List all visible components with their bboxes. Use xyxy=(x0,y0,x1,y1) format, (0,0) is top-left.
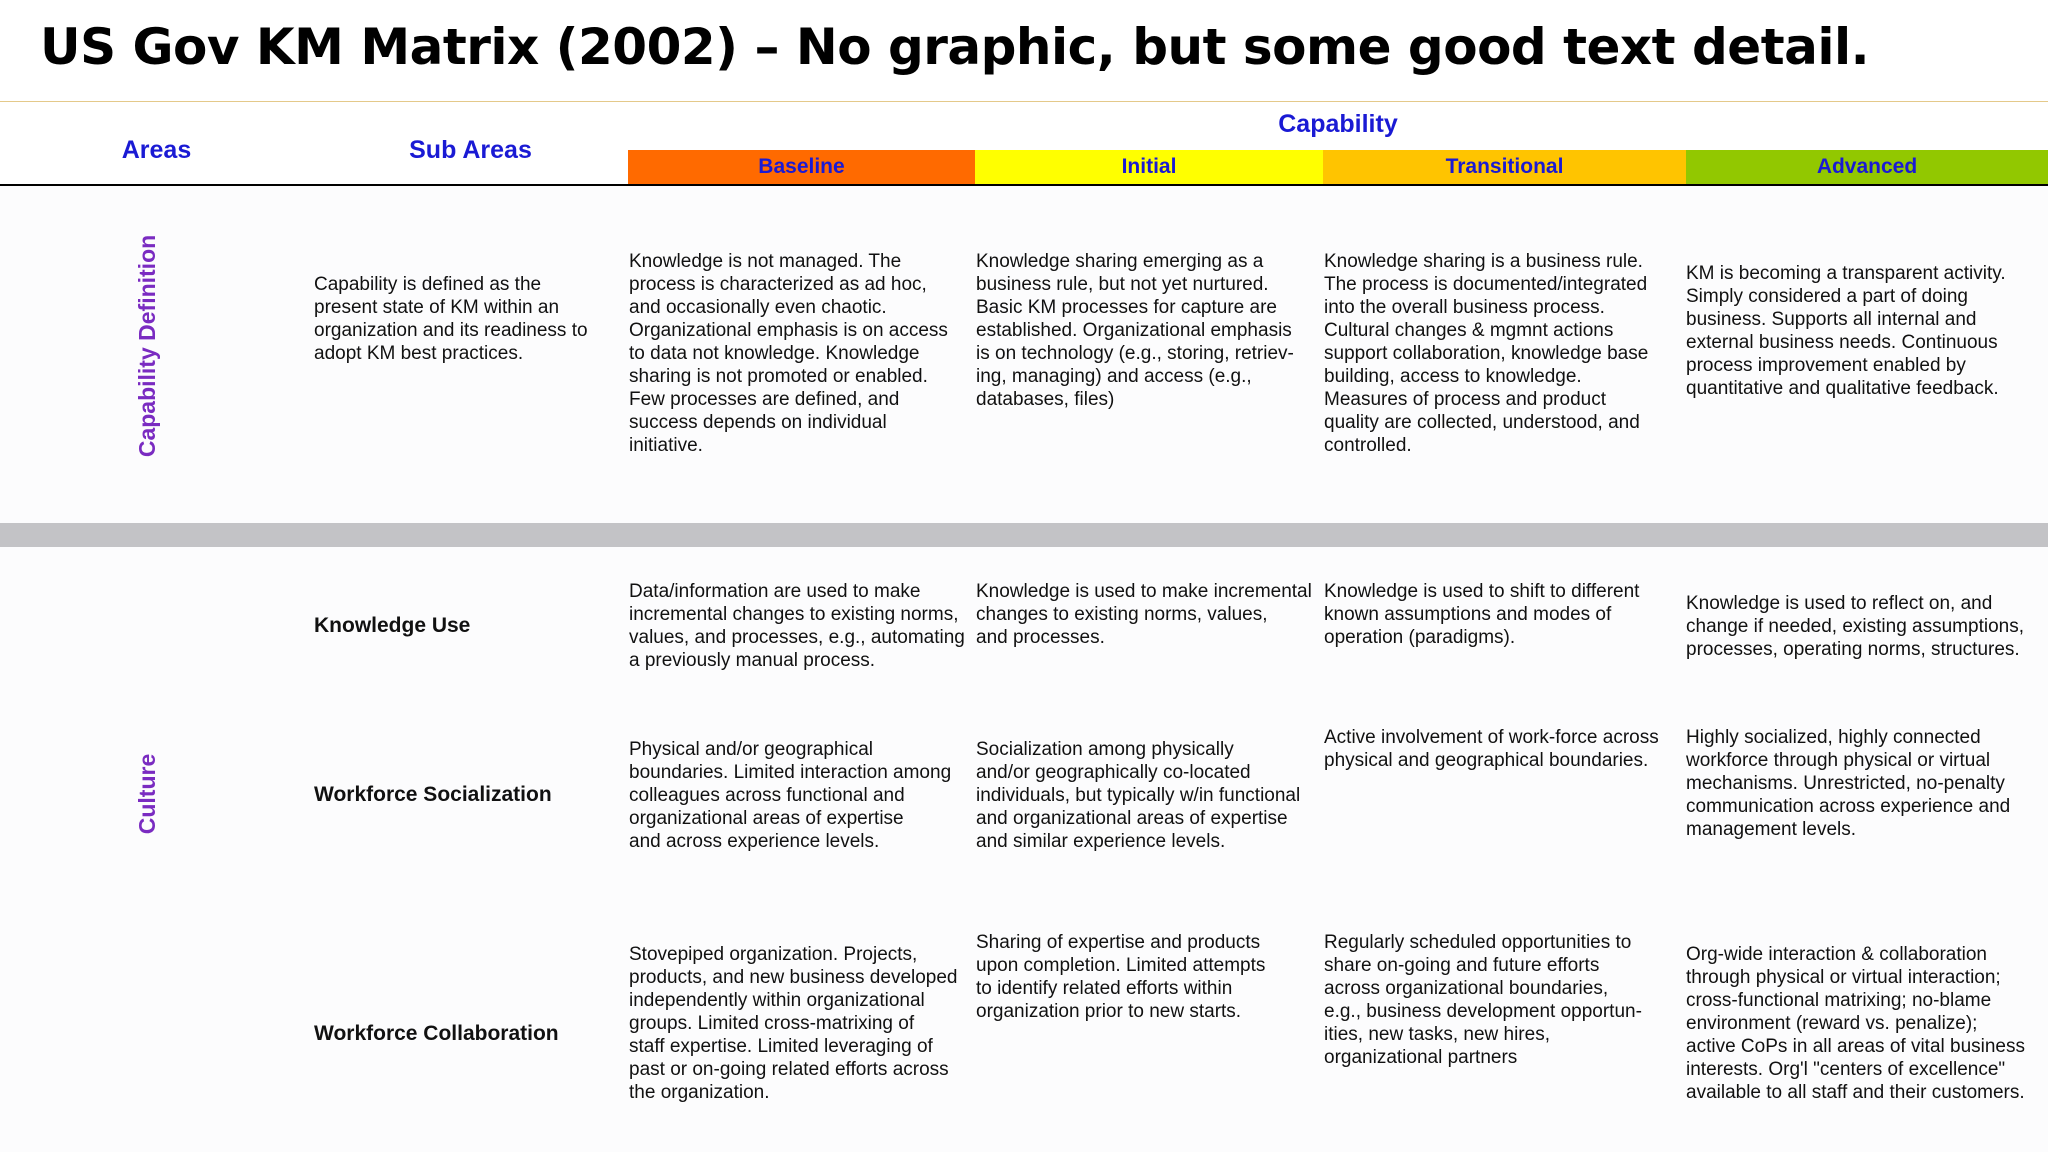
header-rule xyxy=(0,184,2048,186)
cell-collaboration-baseline: Stovepiped organization. Projects, products, and new business developed independently within organizational groups. Limited cross-matrixing of staff expertise. Limited leveraging of past or on-going related efforts across the organization. xyxy=(629,944,958,1103)
cell-knowledge-use-transitional: Knowledge is used to shift to different known assumptions and modes of operation (paradigms). xyxy=(1324,581,1640,648)
title-divider xyxy=(0,101,2048,102)
cell-knowledge-use-baseline: Data/information are used to make incremental changes to existing norms, values, and processes, e.g., automating a previously manual process. xyxy=(629,581,965,671)
cell-capability-initial: Knowledge sharing emerging as a business rule, but not yet nurtured. Basic KM processes for capture are established. Organizational emphasis is on technology (e.g., storing, retriev- ing, managing) and access (e.g., databases, files) xyxy=(976,251,1294,410)
cell-socialization-initial: Socialization among physically and/or geographically co-located individuals, but typically w/in functional and organizational areas of expertise and similar experience levels. xyxy=(976,739,1301,852)
area-label-culture: Culture xyxy=(134,753,160,835)
header-sub-areas: Sub Areas xyxy=(409,136,532,164)
header-capability: Capability xyxy=(1278,110,1398,138)
cell-collaboration-transitional: Regularly scheduled opportunities to share on-going and future efforts across organizational boundaries, e.g., business development opportun- ities, new tasks, new hires, organizational partners xyxy=(1324,932,1642,1068)
sub-area-workforce-socialization: Workforce Socialization xyxy=(314,783,552,806)
cell-knowledge-use-advanced: Knowledge is used to reflect on, and change if needed, existing assumptions, processes, operating norms, structures. xyxy=(1686,593,2024,660)
section-separator xyxy=(0,523,2048,547)
level-baseline: Baseline xyxy=(628,150,975,184)
cell-socialization-transitional: Active involvement of work-force across physical and geographical boundaries. xyxy=(1324,727,1659,771)
cell-collaboration-advanced: Org-wide interaction & collaboration through physical or virtual interaction; cross-functional matrixing; no-blame environment (reward vs. penalize); active CoPs in all areas of vital business interests. Org'l "centers of excellence" available to all staff and their customers. xyxy=(1686,944,2025,1103)
sub-area-capability-definition: Capability is defined as the present state of KM within an organization and its readiness to adopt KM best practices. xyxy=(314,274,588,364)
cell-capability-advanced: KM is becoming a transparent activity. Simply considered a part of doing business. Supports all internal and external business needs. Continuous process improvement enabled by quantitative and qualitative feedback. xyxy=(1686,263,2006,399)
level-initial: Initial xyxy=(975,150,1323,184)
cell-capability-transitional: Knowledge sharing is a business rule. The process is documented/integrated into the overall business process. Cultural changes & mgmnt actions support collaboration, knowledge base building, access to knowledge. Measures of process and product quality are collected, understood, and controlled. xyxy=(1324,251,1649,456)
cell-socialization-advanced: Highly socialized, highly connected workforce through physical or virtual mechanisms. Unrestricted, no-penalty communication across experience and management levels. xyxy=(1686,727,2011,840)
level-transitional: Transitional xyxy=(1323,150,1686,184)
cell-socialization-baseline: Physical and/or geographical boundaries. Limited interaction among colleagues across functional and organizational areas of expertise and across experience levels. xyxy=(629,739,952,852)
header-areas: Areas xyxy=(121,136,192,164)
sub-area-workforce-collaboration: Workforce Collaboration xyxy=(314,1022,559,1045)
cell-capability-baseline: Knowledge is not managed. The process is characterized as ad hoc, and occasionally even chaotic. Organizational emphasis is on access to data not knowledge. Knowledge sharing is not promoted or enabled. Few processes are defined, and success depends on individual initiative. xyxy=(629,251,948,456)
area-label-capability-definition: Capability Definition xyxy=(134,234,160,458)
slide-title: US Gov KM Matrix (2002) – No graphic, but some good text detail. xyxy=(40,18,1870,76)
cell-collaboration-initial: Sharing of expertise and products upon completion. Limited attempts to identify related efforts within organization prior to new starts. xyxy=(976,932,1266,1022)
sub-area-knowledge-use: Knowledge Use xyxy=(314,614,471,637)
level-advanced: Advanced xyxy=(1686,150,2048,184)
cell-knowledge-use-initial: Knowledge is used to make incremental changes to existing norms, values, and processes. xyxy=(976,581,1312,648)
